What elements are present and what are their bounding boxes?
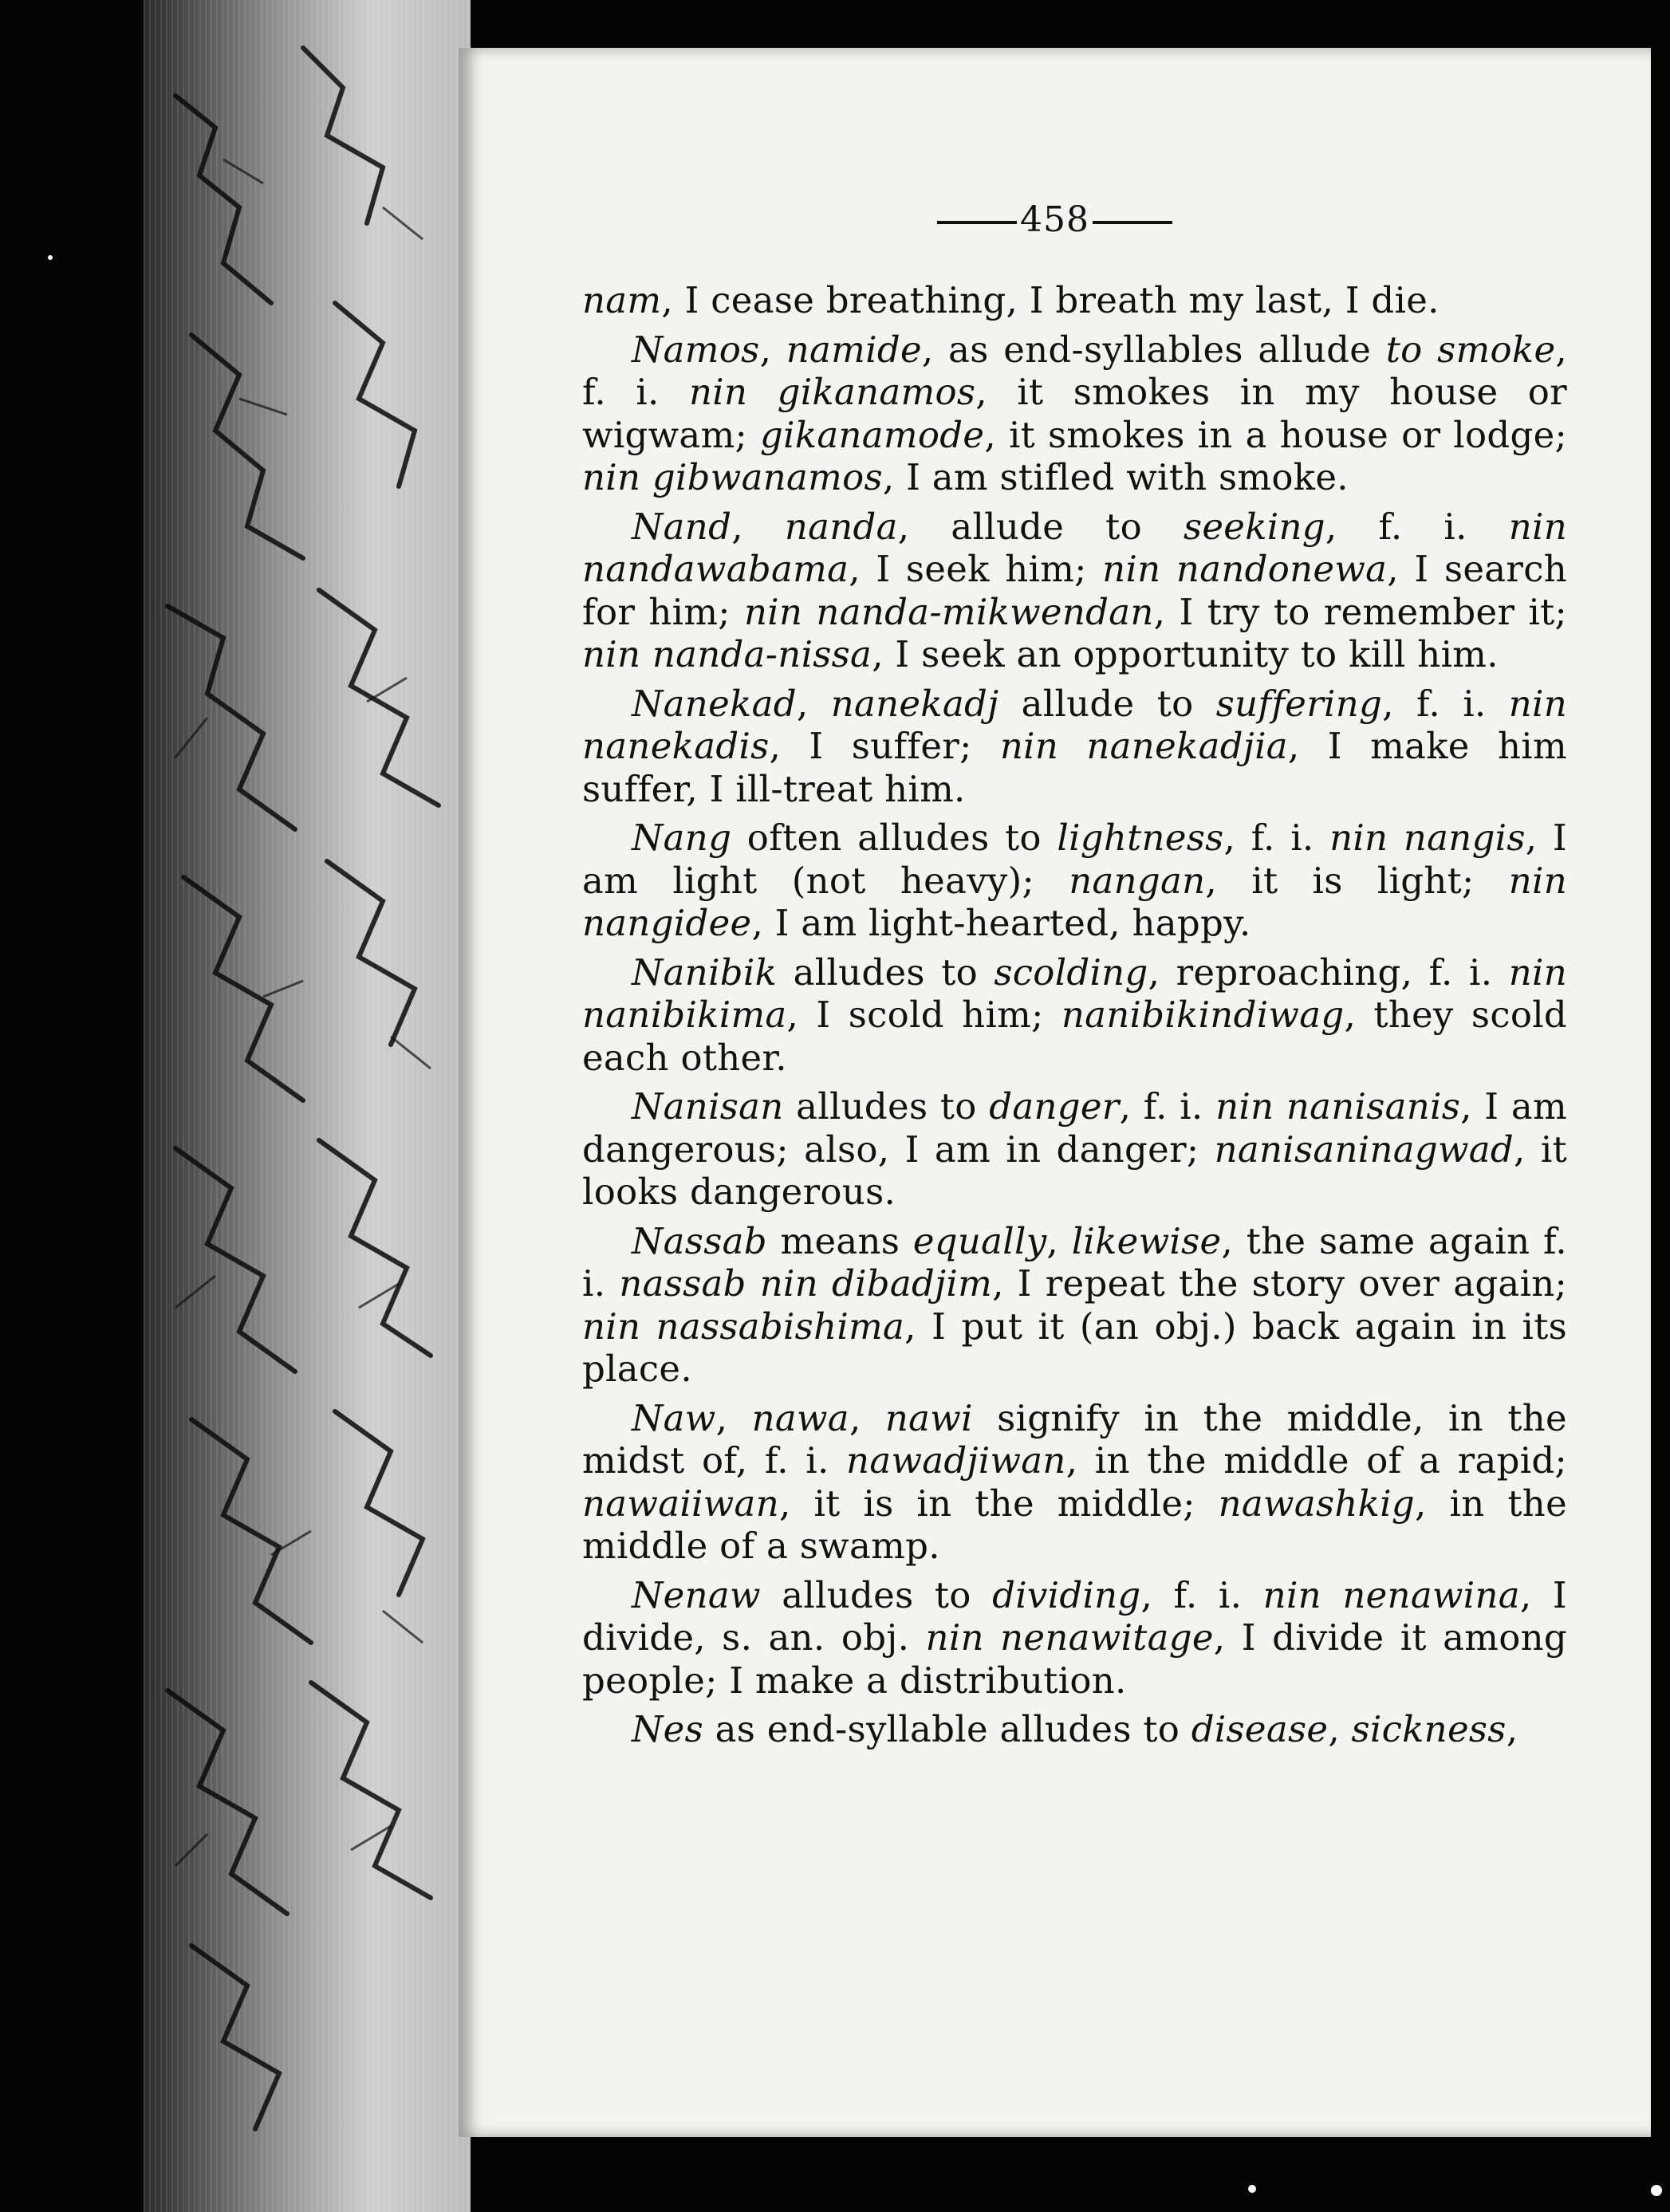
entry-text: , in the middle of a rapid; [1065,1439,1567,1482]
entry-text: alludes to [760,1573,993,1616]
italic-term: nanekadj [830,682,999,725]
italic-term: nin gikanamos [689,371,976,413]
entry-text: , I search for him; [582,548,1568,633]
italic-term: Nand [632,505,732,548]
speck [1248,2185,1256,2193]
dictionary-entry [582,817,1567,945]
entry-text: , as end-syllables allude [921,328,1386,371]
italic-term: nin nandonewa [1102,548,1388,590]
italic-term: nin nangidee [582,859,1567,944]
entry-text: , they scold each other. [582,994,1568,1079]
dictionary-entry [582,1708,1567,1751]
entry-text: means [766,1219,913,1262]
entry-text: allude to [998,682,1216,725]
italic-term: nin nanda-mikwendan [743,590,1154,633]
dictionary-entry [582,951,1567,1080]
italic-term: Nang [632,817,732,859]
italic-term: suffering [1215,682,1383,725]
entry-text: , [715,1396,752,1439]
marbling-pattern [144,0,471,2212]
entry-text: often alludes to [731,817,1058,859]
italic-term: namide [786,328,922,371]
dictionary-entry [582,1397,1567,1568]
italic-term: Naw [632,1396,716,1439]
italic-term: dividing [992,1573,1141,1616]
entry-text: signify in the middle, in the midst of, f. i. [582,1396,1567,1482]
entry-text: , it is in the middle; [778,1482,1219,1525]
entry-text: , [731,505,785,548]
entry-text: , it looks dangerous. [582,1128,1567,1213]
book-page [459,48,1651,2137]
italic-term: nanisaninagwad [1214,1128,1514,1171]
italic-term: scolding [994,951,1148,994]
entry-text: , [849,1396,885,1439]
dictionary-entry [582,279,1567,322]
italic-term: Nanekad [632,682,797,725]
entry-text: , I scold him; [786,994,1061,1036]
speck [48,255,53,260]
entry-text: , I seek an opportunity to kill him. [872,633,1499,675]
italic-term: nawashkig [1218,1482,1416,1525]
italic-term: nin nenawina [1262,1573,1520,1616]
italic-term: nanibikindiwag [1061,994,1345,1036]
italic-term: nin nangis [1329,817,1526,859]
entry-text: as end-syllable alludes to [703,1708,1191,1750]
marbled-page-edge [144,0,471,2212]
entry-text: , I put it (an obj.) back again in its place. [582,1305,1567,1390]
italic-term: sickness [1351,1708,1507,1750]
entry-text: , [1506,1708,1518,1750]
italic-term: to smoke [1385,328,1556,371]
entry-text: , I divide, s. an. obj. [582,1573,1567,1659]
italic-term: Nanisan [632,1085,784,1128]
italic-term: Nanibik [632,951,778,994]
entry-text: , I make him suffer, I ill-treat him. [582,725,1567,810]
entry-text: , I repeat the story over again; [992,1262,1567,1305]
page-number-value: 458 [1020,199,1089,240]
entry-text: , f. i. [1382,682,1509,725]
dictionary-entry [582,1220,1567,1391]
entry-text: , I am light-hearted, happy. [751,902,1251,944]
italic-term: nin nanekadjia [999,725,1288,767]
entry-text: , it smokes in my house or wigwam; [582,371,1567,456]
right-rule [1093,221,1172,224]
entry-text: , [796,682,831,725]
entry-text: , I seek him; [849,548,1103,590]
italic-term: gikanamode [760,413,985,456]
italic-term: nin nanisanis [1215,1085,1461,1128]
entry-text: , I suffer; [769,725,1000,767]
italic-term: nanda [784,505,898,548]
page-number [459,199,1651,240]
entry-text: , the same again f. i. [582,1219,1567,1305]
entry-text: , it is light; [1205,859,1509,902]
entry-text: , I cease breathing, I breath my last, I die. [661,279,1440,321]
italic-term: Nes [632,1708,703,1750]
italic-term: nassab nin dibadjim [619,1262,993,1305]
entry-text: , [1328,1708,1352,1750]
italic-term: nin nanekadis [582,682,1567,767]
italic-term: nawa [751,1396,849,1439]
entry-text: , I am stifled with smoke. [882,456,1349,498]
italic-term: nin nandawabama [582,505,1567,590]
speck [1651,2185,1662,2196]
entry-text: , f. i. [1223,817,1330,859]
entry-text: , f. i. [582,328,1568,413]
italic-term: nawaiiwan [582,1482,779,1525]
italic-term: disease [1191,1708,1329,1750]
dictionary-entry [582,1574,1567,1702]
entry-text: , [759,328,786,371]
italic-term: lightness [1057,817,1224,859]
italic-term: nin nassabishima [582,1305,905,1348]
italic-term: likewise [1071,1219,1222,1262]
entry-text: , f. i. [1325,505,1509,548]
entry-text: , allude to [897,505,1184,548]
entry-text: , reproaching, f. i. [1148,951,1509,994]
entry-text: , in the middle of a swamp. [582,1482,1568,1567]
italic-term: nawadjiwan [846,1439,1066,1482]
italic-term: nin nenawitage [925,1616,1214,1659]
entry-text: alludes to [777,951,995,994]
italic-term: Nassab [632,1219,767,1262]
entry-text: alludes to [783,1085,990,1128]
italic-term: nin gibwanamos [582,456,883,498]
entry-text: , I try to remember it; [1153,590,1567,633]
entry-text: , f. i. [1140,1573,1263,1616]
entry-text: , I am dangerous; also, I am in danger; [582,1085,1567,1171]
entry-text: , [1046,1219,1072,1262]
italic-term: equally [912,1219,1047,1262]
italic-term: seeking [1183,505,1325,548]
entry-text: , I am light (not heavy); [582,817,1567,902]
left-rule [937,221,1017,224]
italic-term: nangan [1069,859,1206,902]
entry-text: , I divide it among people; I make a distribution. [582,1616,1567,1702]
dictionary-entry [582,506,1567,676]
italic-term: Nenaw [632,1573,761,1616]
italic-term: nin nanda-nissa [582,633,872,675]
italic-term: nam [582,279,662,321]
italic-term: Namos [632,328,760,371]
italic-term: danger [989,1085,1120,1128]
dictionary-entry [582,1085,1567,1214]
italic-term: nawi [884,1396,973,1439]
entry-text: , f. i. [1119,1085,1216,1128]
entry-text: , it smokes in a house or lodge; [984,413,1567,456]
dictionary-text-block [582,279,1567,1757]
italic-term: nin nanibikima [582,951,1567,1036]
dictionary-entry [582,329,1567,499]
dictionary-entry [582,683,1567,811]
